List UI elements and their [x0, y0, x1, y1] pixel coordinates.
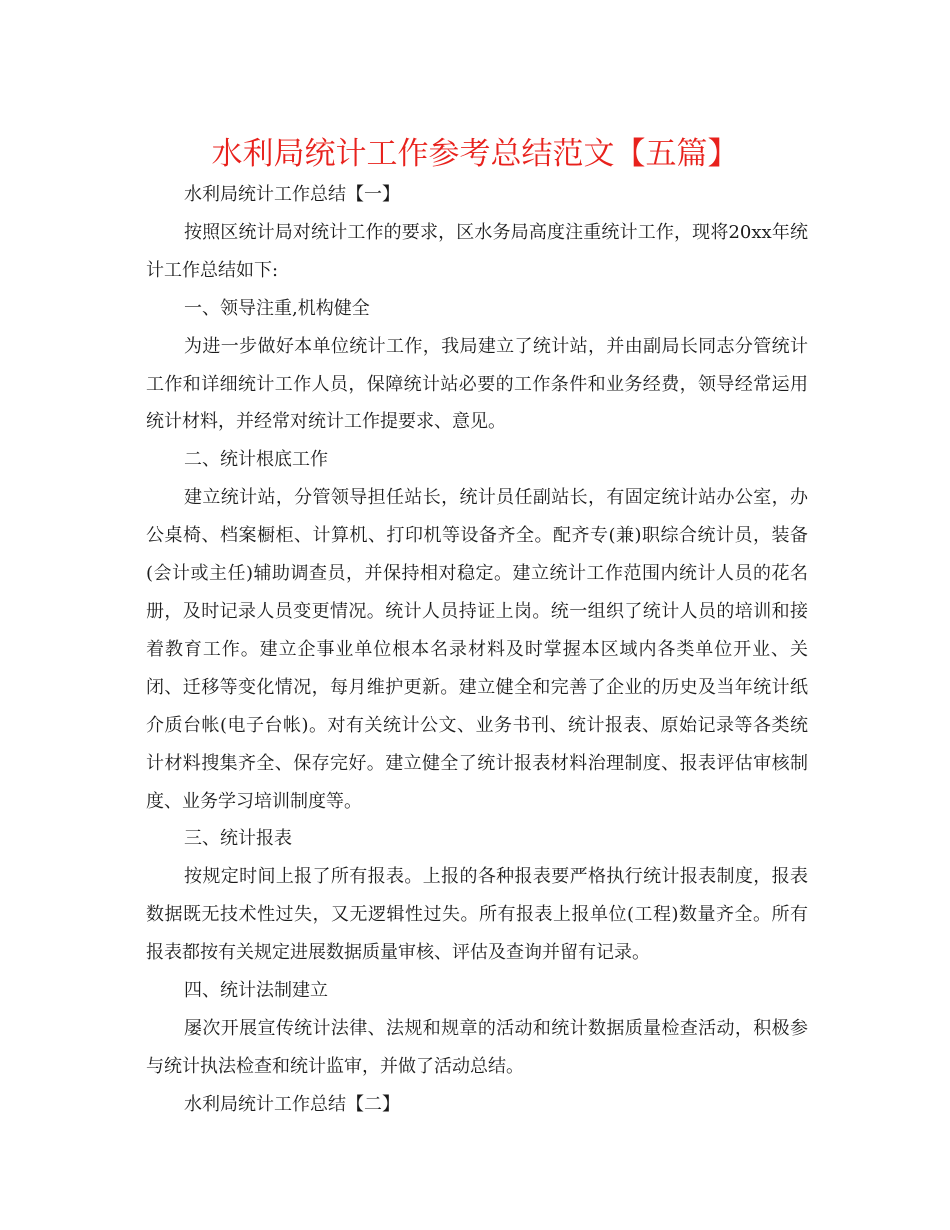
section-heading-legal: 四、统计法制建立 [184, 980, 328, 1002]
paragraph-leadership: 为进一步做好本单位统计工作，我局建立了统计站，并由副局长同志分管统计工作和详细统计工作人员，保障统计站必要的工作条件和业务经费，领导经常运用统计材料，并经常对统计工作提要求、意见。 [146, 335, 808, 433]
section-heading-reports: 三、统计报表 [184, 828, 292, 850]
document-title: 水利局统计工作参考总结范文【五篇】 [211, 136, 739, 172]
section-heading-two: 水利局统计工作总结【二】 [184, 1093, 400, 1115]
document-body [146, 176, 808, 1124]
section-heading-foundation: 二、统计根底工作 [184, 449, 328, 471]
section-heading-leadership: 一、领导注重,机构健全 [184, 297, 370, 319]
paragraph-foundation: 建立统计站，分管领导担任站长，统计员任副站长，有固定统计站办公室，办公桌椅、档案橱柜、计算机、打印机等设备齐全。配齐专(兼)职综合统计员，装备(会计或主任)辅助调查员，并保持相对稳定。建立统计工作范围内统计人员的花名册，及时记录人员变更情况。统计人员持证上岗。统一组织了统计人员的培训和接着教育工作。建立企事业单位根本名录材料及时掌握本区域内各类单位开业、关闭、迁移等变化情况，每月维护更新。建立健全和完善了企业的历史及当年统计纸介质台帐(电子台帐)。对有关统计公文、业务书刊、统计报表、原始记录等各类统计材料搜集齐全、保存完好。建立健全了统计报表材料治理制度、报表评估审核制度、业务学习培训制度等。 [146, 487, 808, 812]
paragraph-legal: 屡次开展宣传统计法律、法规和规章的活动和统计数据质量检查活动，积极参与统计执法检查和统计监审，并做了活动总结。 [146, 1017, 808, 1077]
section-heading-one: 水利局统计工作总结【一】 [184, 184, 400, 205]
paragraph-intro: 按照区统计局对统计工作的要求，区水务局高度注重统计工作，现将20xx年统计工作总结如下: [146, 221, 808, 281]
paragraph-reports: 按规定时间上报了所有报表。上报的各种报表要严格执行统计报表制度，报表数据既无技术性过失，又无逻辑性过失。所有报表上报单位(工程)数量齐全。所有报表都按有关规定进展数据质量审核、评估及查询并留有记录。 [146, 866, 808, 964]
